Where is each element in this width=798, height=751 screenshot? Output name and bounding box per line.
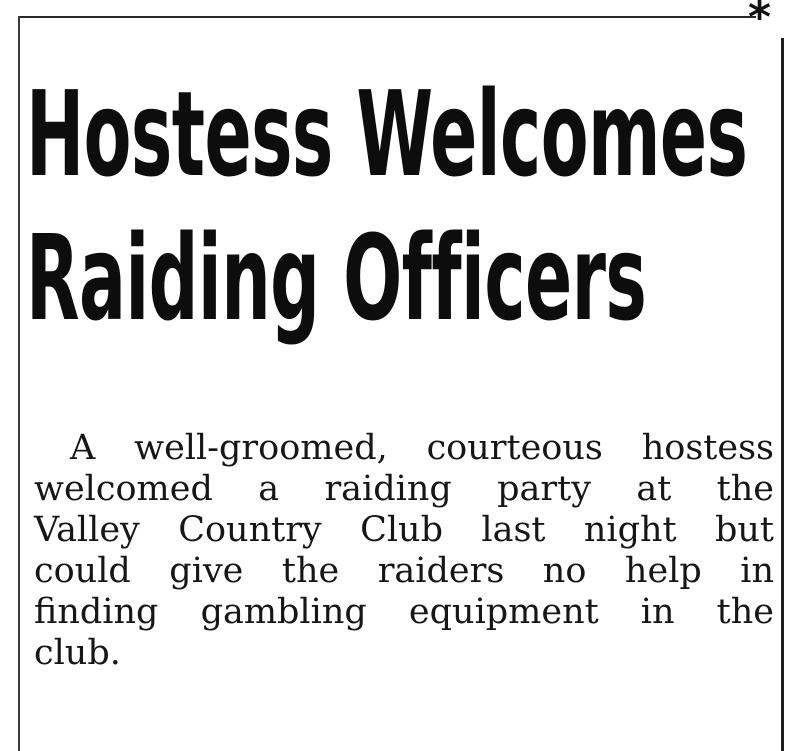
body-line: A well-groomed, courteous hostess — [70, 428, 774, 468]
headline-line: Hostess Welcomes — [26, 65, 748, 203]
body-line: finding gambling equipment in the — [34, 592, 774, 632]
top-column-rule — [18, 16, 756, 18]
headline — [26, 62, 766, 350]
article-body — [34, 428, 774, 674]
star-marker: * — [748, 0, 772, 43]
body-line: Valley Country Club last night but — [34, 510, 774, 550]
left-column-rule — [18, 16, 20, 751]
body-line: could give the raiders no help in — [34, 551, 774, 591]
body-line: club. — [34, 633, 121, 673]
right-column-rule — [781, 38, 784, 751]
body-line: welcomed a raiding party at the — [34, 469, 774, 509]
headline-line: Raiding Officers — [26, 209, 647, 347]
